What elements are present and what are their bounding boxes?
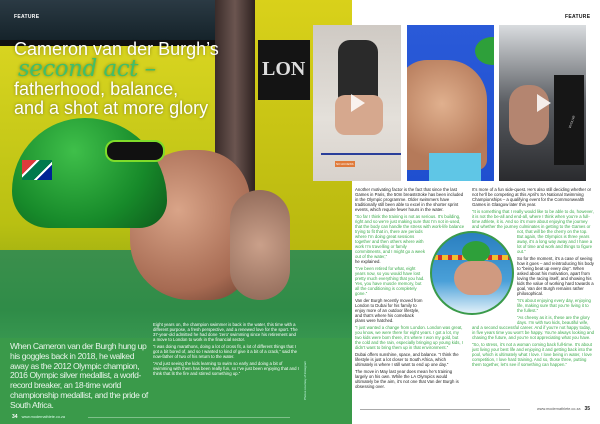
- sa-flag-icon: [22, 160, 52, 180]
- gym-machine: [554, 75, 584, 165]
- paragraph: Another motivating factor is the fact that since the last Games in Paris, the 50m breaststroke has been included in the Olympic programme. Older swimmers have traditionally still been able to excel in the shorter sprint events, which require fewer hours in the water.: [355, 187, 464, 212]
- quote: “So, to stress, it’s not a woman coming back full-time. It’s about just living your best life and enjoying it and getting back into the pool, which is ultimately what I love. I love being in water, I love competition, I love hard training. And so, those three, putting them together, let’s see if something can happen.”: [472, 342, 593, 367]
- paragraph: he explained.: [355, 259, 381, 264]
- quote: “I was doing marathons, doing a lot of cross fit, a lot of different things that I got a bit bored of, and so I wanted to kind of give it a bit of a crack,” said the now-father of two of his return to the water.: [153, 344, 298, 359]
- quote: “As cheesy as it is, these are the glory days. I’m with two kids, beautiful wife, and a second successful career. And if you’re not happy today, in five years time you won’t be happy. You’re always looking and chasing the future, and you’re not appreciating what you have.: [472, 315, 594, 340]
- body-column: [153, 322, 299, 378]
- quote: “And just seeing the kids learning to swim so early and doing a bit of swimming with them has been really fun, so I’ve just been enjoying that and I think that lit the fire and stirred something up.”: [153, 361, 299, 376]
- quote: “It’s about enjoying every day, enjoying life, making sure that you’re living it to the fullest.”: [517, 298, 591, 313]
- intro-text: When Cameron van der Burgh hung up his goggles back in 2018, he walked away as the 2012 Olympic champion, 2016 Olympic silver medallist, a world-record breaker, an 18-time world championship medallist, and the pride of South Africa.: [10, 341, 148, 410]
- sign: NO ACCESS: [336, 162, 354, 166]
- photo-credit: Photos courtesy of Instagram: [303, 360, 307, 400]
- video-thumbnail-gym[interactable]: [499, 25, 586, 181]
- person-hoodie: [338, 40, 378, 100]
- paragraph: The move in May last year does mean he’s training largely on his own. While the LA Olympics would ultimately be the aim, it’s not one that Van der Burgh is obsessing over.: [355, 369, 459, 389]
- barrier: [321, 153, 401, 155]
- goggles: [105, 140, 165, 162]
- body-column-1: [355, 187, 465, 391]
- website-link[interactable]: www.modernathlete.co.za: [21, 415, 66, 419]
- paragraph: Eight years on, the champion swimmer is back in the water, this time with a different purpose, a fresh perspective, and a renewed love for the sport. The 37-year-old admitted he had done ‘zero’ swimming since his retirement and a move to London to work in the financial sector.: [153, 322, 298, 342]
- page-number: 34: [12, 414, 18, 420]
- paragraph: Dubai offers sunshine, space, and balance. “I think the lifestyle is just a lot closer to South Africa, which ultimately is where I still want to end up one day.”: [355, 352, 459, 367]
- wrap-spacer: [425, 231, 465, 321]
- footer-left: [12, 414, 65, 420]
- quote: “It is something that I really would like to be able to do, however, it is not the be-all and end-all, where I think when you’re a full-time athlete, it is. And so it’s more about enjoying the journey and whether the journey culminates in getting to the Games or not, that will be the cherry on the top. But again, the Olympics is three years away, it’s a long way away and I have a lot of time and work and things to figure out.”: [472, 209, 594, 254]
- photo-swimmer: [407, 25, 494, 181]
- body-column-2: [472, 187, 594, 369]
- paragraph: Van der Burgh recently moved from London to Dubai for his family to enjoy more of an outdoor lifestyle, and that’s where his comeback plans were hatched.: [355, 298, 423, 323]
- section-label: FEATURE: [565, 14, 591, 20]
- quote: “So far I think the training is not as serious. It’s building, right and so we’re just making sure that I’m not in-used, that the body can handle the stress with work-life balance trying to fit that in, there are periods where I’m doing great sessions together and then others where with work I’m travelling or family commitments, and I might go a week out of the water,”: [355, 214, 465, 259]
- quote: “I just wanted a change from London. London was great, you know, we were there for eight years. I got a lot, my two kids were born there, it’s where I won my gold, but the cold and the rain, especially bringing up young kids, I didn’t want to bring them up in that environment.”: [355, 325, 463, 350]
- play-icon[interactable]: [351, 94, 365, 112]
- paragraph: So for the moment, it’s a case of seeing how it goes – and reintroducing his body to “being beat up every day”. When asked about his motivation, apart from loving the racing itself, and showing his kids the value of working hard towards a goal, Van der Burgh remains rather philosophical.: [517, 256, 594, 296]
- title-line: and a shot at more glory: [14, 98, 209, 118]
- video-thumbnail-jump[interactable]: [313, 25, 401, 181]
- title-line: fatherhood, balance,: [14, 79, 179, 99]
- wrap-spacer: [472, 231, 517, 321]
- machine-brand: VIVOLIVE: [567, 114, 577, 130]
- paragraph: It’s more of a fun side-quest. He’s also still deciding whether or not he’ll be competing at this April’s SA National Swimming Championships – a qualifying event for the Commonwealth Games in Glasgow later this year.: [472, 187, 592, 207]
- title-line: Cameron van der Burgh’s: [14, 39, 219, 59]
- section-label: FEATURE: [14, 14, 40, 20]
- title-script: second act –: [18, 56, 156, 82]
- play-icon[interactable]: [537, 94, 551, 112]
- swim-cap: [475, 37, 494, 65]
- page-number: 35: [584, 406, 591, 412]
- footer-right: [537, 406, 590, 412]
- website-link[interactable]: www.modernathlete.co.za: [537, 407, 581, 411]
- footer-rule: [88, 417, 290, 418]
- board-sign: LON: [258, 40, 310, 100]
- swimmer-hand: [230, 190, 290, 300]
- article-title: [14, 40, 219, 118]
- background-stands: [0, 0, 215, 40]
- swim-trunks: [429, 153, 481, 181]
- footer-rule: [360, 409, 510, 410]
- quote: “I’ve been retired for what, eight years now, so you would have lost pretty much everything that you had. Yes, you have muscle memory, but all the conditioning is completely gone.”: [355, 266, 425, 296]
